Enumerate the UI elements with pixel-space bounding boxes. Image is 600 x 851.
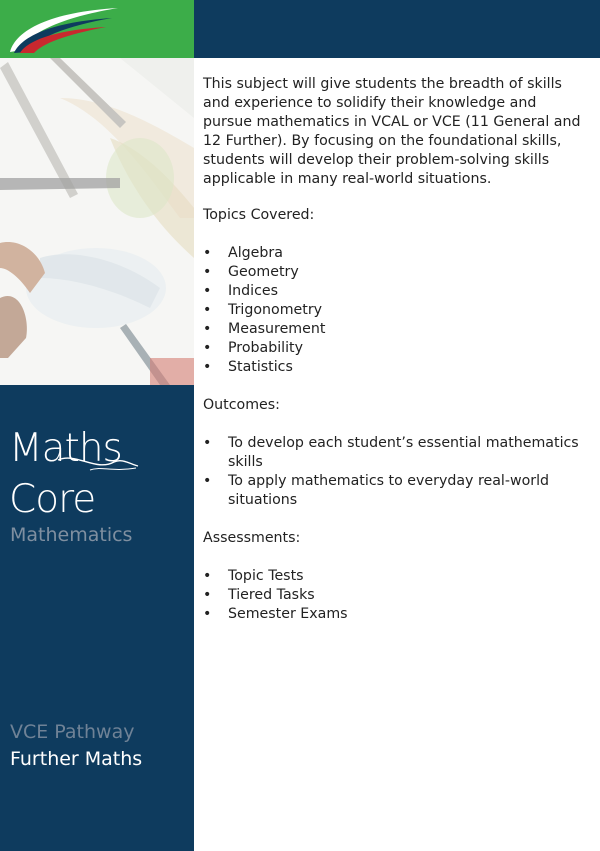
main-content [203, 75, 588, 643]
flourish-icon [56, 450, 140, 474]
list-item: • To develop each student’s essential mathematics skills [203, 434, 588, 472]
header-band [194, 0, 600, 58]
list-item: • Probability [203, 339, 588, 358]
geometry-tools-photo [0, 58, 194, 385]
subject-title-line1: Maths [9, 426, 122, 471]
assessments-list [203, 567, 588, 624]
topics-list [203, 244, 588, 377]
assessments-heading: Assessments: [203, 530, 301, 546]
list-item: • Semester Exams [203, 605, 588, 624]
list-item: • Topic Tests [203, 567, 588, 586]
list-item: • Indices [203, 282, 588, 301]
subject-title-line2: Core [9, 477, 96, 522]
swoosh-logo-icon [0, 0, 194, 58]
intro-paragraph: This subject will give students the breadth of skills and experience to solidify their knowledge and pursue mathematics in VCAL or VCE (11 General and 12 Further). By focusing on the foundational skills, students will develop their problem-solving skills applicable in many real-world situations. [203, 76, 581, 187]
outcomes-list [203, 434, 588, 510]
pathway-label: VCE Pathway [10, 721, 135, 743]
topics-heading: Topics Covered: [203, 207, 315, 223]
list-item: • Tiered Tasks [203, 586, 588, 605]
pathway-value: Further Maths [10, 748, 143, 770]
list-item: • Algebra [203, 244, 588, 263]
list-item: • Trigonometry [203, 301, 588, 320]
list-item: • Geometry [203, 263, 588, 282]
subject-subtitle: Mathematics [10, 524, 133, 546]
list-item: • Statistics [203, 358, 588, 377]
logo-block [0, 0, 194, 58]
outcomes-heading: Outcomes: [203, 397, 280, 413]
list-item: • To apply mathematics to everyday real-world situations [203, 472, 588, 510]
list-item: • Measurement [203, 320, 588, 339]
